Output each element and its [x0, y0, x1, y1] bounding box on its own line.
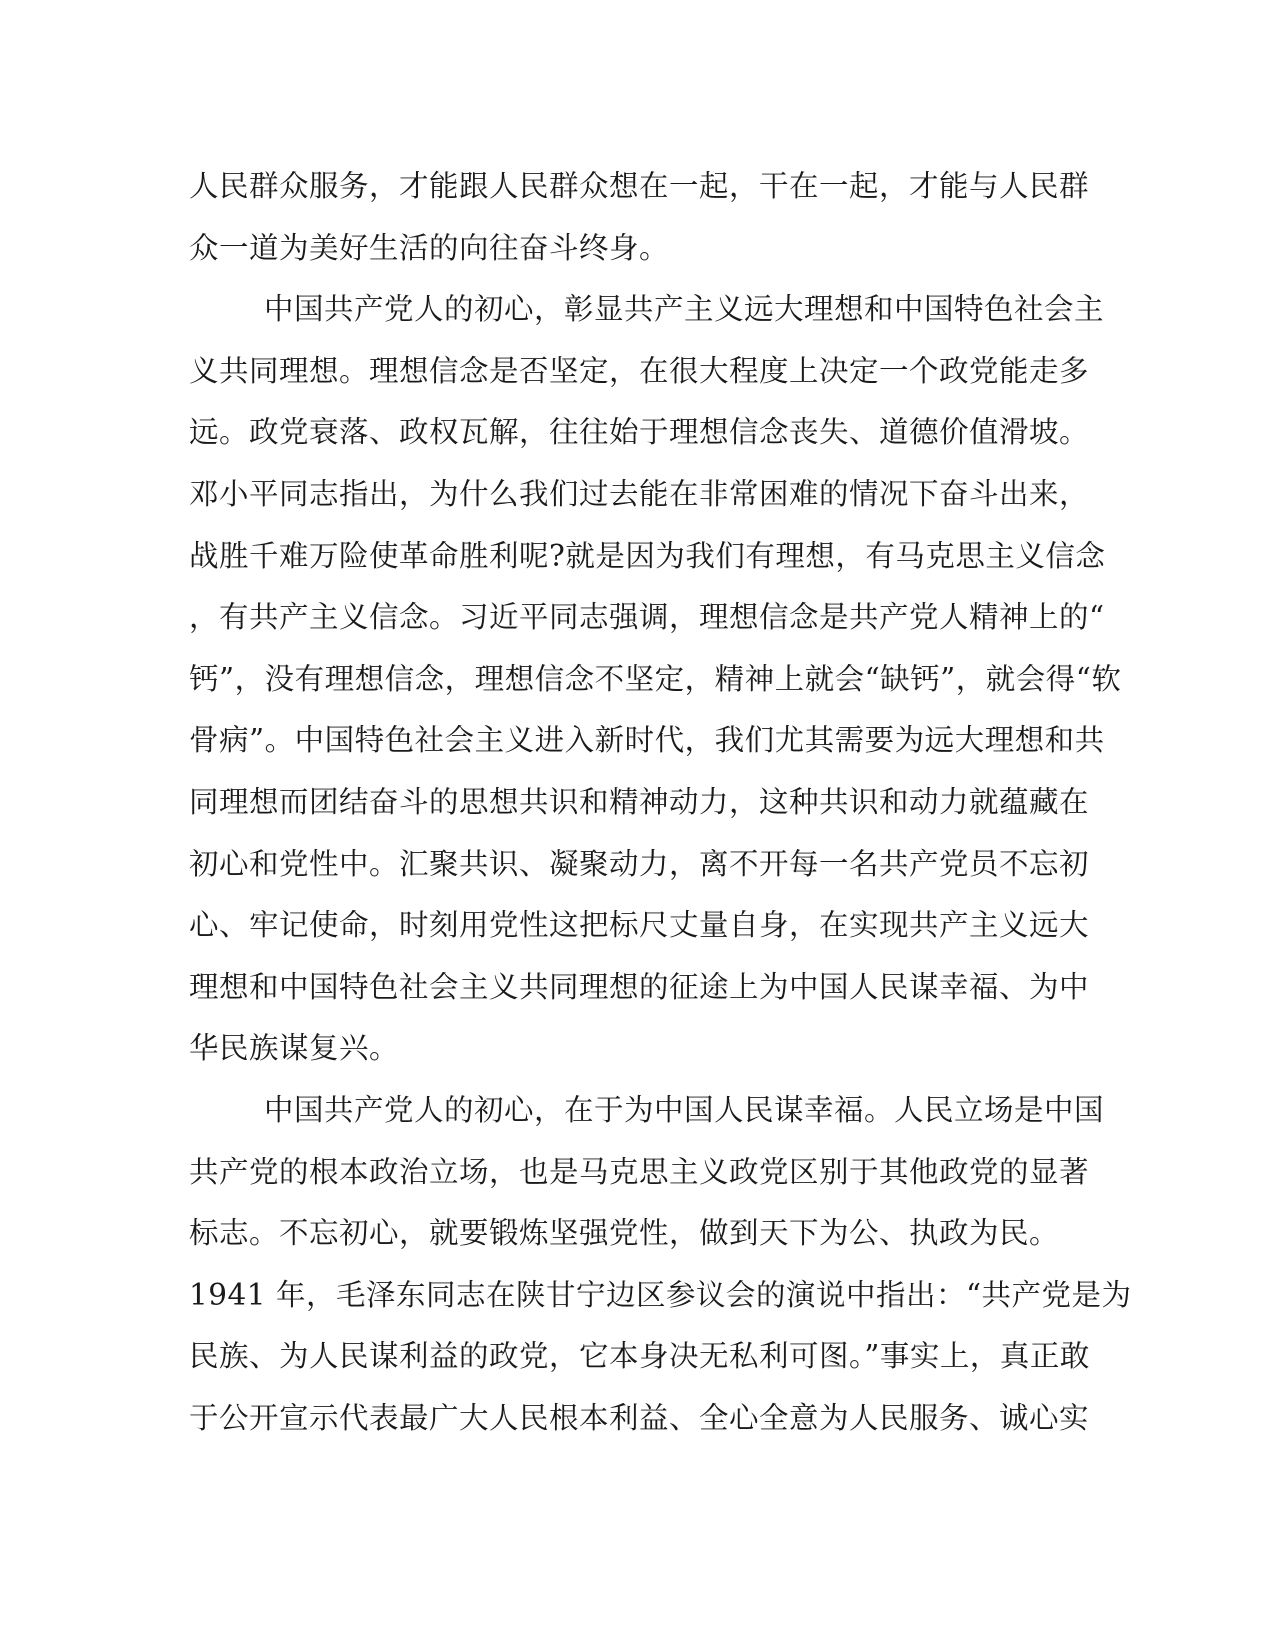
- text-line: 于公开宣示代表最广大人民根本利益、全心全意为人民服务、诚心实: [189, 1400, 1090, 1435]
- text-line: 众一道为美好生活的向往奋斗终身。: [189, 230, 670, 265]
- text-line: 钙”，没有理想信念，理想信念不坚定，精神上就会“缺钙”，就会得“软: [189, 661, 1122, 696]
- text-line: 标志。不忘初心，就要锻炼坚强党性，做到天下为公、执政为民。: [189, 1216, 1060, 1251]
- text-line: 战胜千难万险使革命胜利呢?就是因为我们有理想，有马克思主义信念: [189, 538, 1106, 573]
- text-line: 邓小平同志指出，为什么我们过去能在非常困难的情况下奋斗出来，: [189, 476, 1090, 511]
- text-line: 初心和党性中。汇聚共识、凝聚动力，离不开每一名共产党员不忘初: [189, 846, 1090, 881]
- paragraph-start-line: 中国共产党人的初心，在于为中国人民谋幸福。人民立场是中国: [264, 1092, 1105, 1127]
- text-line: 同理想而团结奋斗的思想共识和精神动力，这种共识和动力就蕴藏在: [189, 784, 1090, 819]
- text-line: ，有共产主义信念。习近平同志强调，理想信念是共产党人精神上的“: [189, 600, 1105, 635]
- paragraph-start-line: 中国共产党人的初心，彰显共产主义远大理想和中国特色社会主: [264, 292, 1105, 327]
- text-line: 民族、为人民谋利益的政党，它本身决无私利可图。”事实上，真正敢: [189, 1339, 1090, 1374]
- text-line: 1941 年，毛泽东同志在陕甘宁边区参议会的演说中指出：“共产党是为: [189, 1277, 1132, 1312]
- text-line: 共产党的根本政治立场，也是马克思主义政党区别于其他政党的显著: [189, 1154, 1090, 1189]
- text-line: 理想和中国特色社会主义共同理想的征途上为中国人民谋幸福、为中: [189, 969, 1090, 1004]
- text-line: 华民族谋复兴。: [189, 1031, 400, 1066]
- text-line: 人民群众服务，才能跟人民群众想在一起，干在一起，才能与人民群: [189, 169, 1090, 203]
- text-line: 心、牢记使命，时刻用党性这把标尺丈量自身，在实现共产主义远大: [189, 908, 1090, 943]
- text-line: 义共同理想。理想信念是否坚定，在很大程度上决定一个政党能走多: [189, 353, 1090, 388]
- text-line: 骨病”。中国特色社会主义进入新时代，我们尤其需要为远大理想和共: [189, 723, 1105, 758]
- body-text: [189, 156, 1132, 1449]
- text-line: 远。政党衰落、政权瓦解，往往始于理想信念丧失、道德价值滑坡。: [189, 415, 1090, 450]
